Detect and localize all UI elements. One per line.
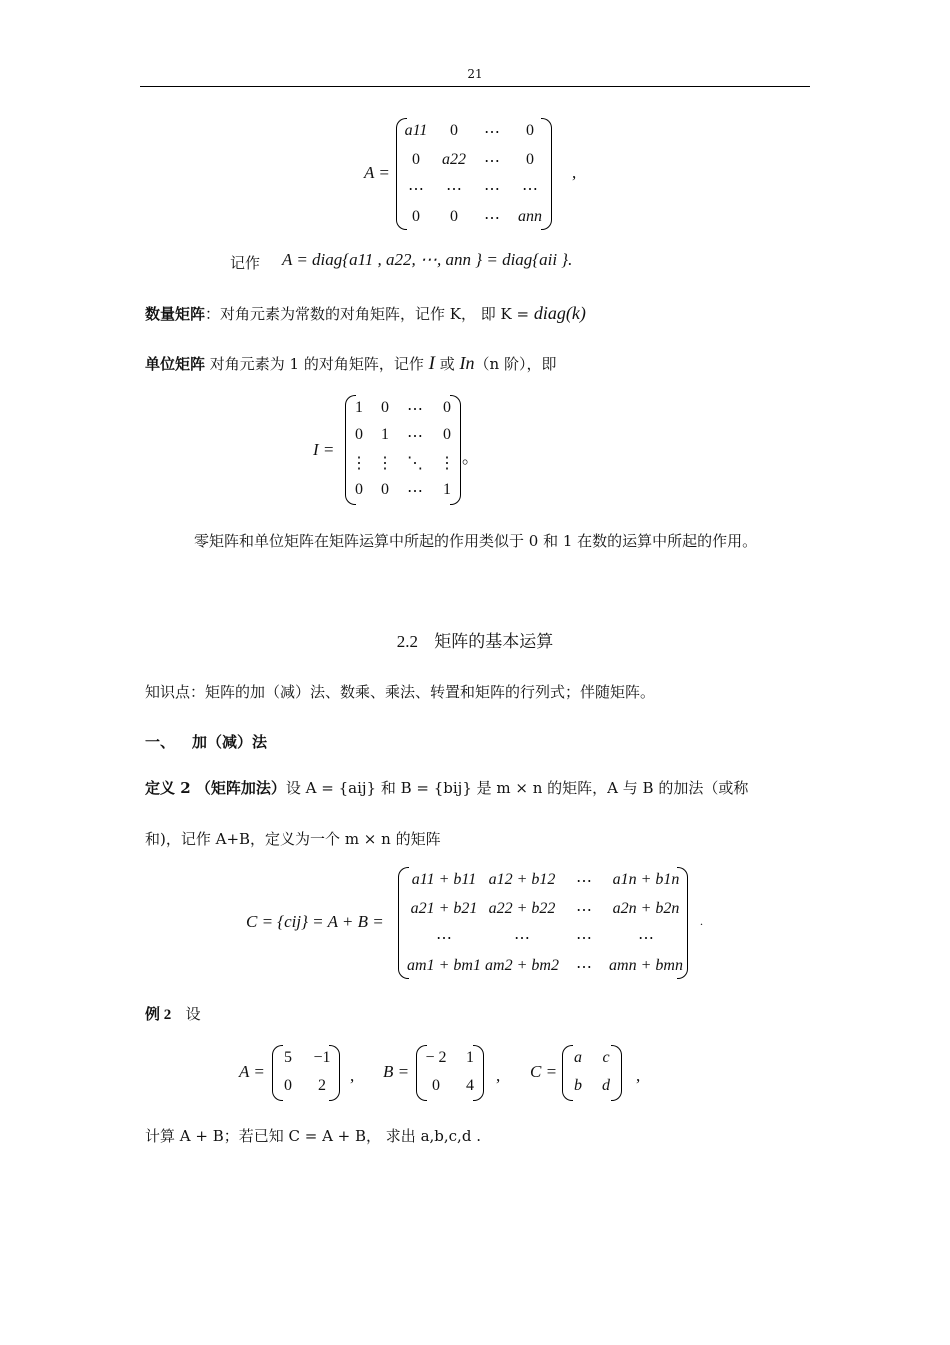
scalar-matrix-formula: diag(k): [533, 303, 586, 323]
matrix-cell: a2n + b2n: [612, 900, 680, 917]
matrix-cell: 0: [526, 122, 534, 139]
identity-symbol-n: In: [459, 353, 475, 373]
definition-text-1: 设 A = {aij} 和 B = {bij} 是 m × n 的矩阵，A 与 B 的加法（或称: [285, 779, 749, 797]
matrix-cell: a22 + b22: [488, 900, 556, 917]
matrix-cell: am2 + bm2: [485, 957, 559, 974]
matrix-cell: 5: [284, 1049, 292, 1066]
matrix-c-label: C =: [530, 1062, 558, 1081]
matrix-cell: amn + bmn: [609, 957, 683, 974]
example-line: [145, 1003, 201, 1024]
matrix-c: [562, 1045, 622, 1101]
identity-matrix-label: I =: [313, 440, 335, 459]
matrix-cell: − 2: [425, 1049, 447, 1066]
matrix-c-trailing: ,: [636, 1066, 641, 1085]
header-rule: [140, 86, 810, 87]
matrix-cell: 0: [526, 151, 534, 168]
matrix-cell: ⋯: [484, 124, 500, 141]
example-question: 计算 A + B；若已知 C = A + B， 求出 a,b,c,d .: [145, 1127, 481, 1145]
matrix-cell: ⋯: [522, 181, 538, 198]
matrix-cell: a11 + b11: [411, 871, 477, 888]
identity-or: 或: [434, 355, 460, 373]
matrix-cell: ⋮: [351, 455, 367, 472]
matrix-cell: ⋯: [514, 930, 530, 947]
matrix-cell: ⋯: [576, 902, 592, 919]
matrix-cell: a11: [404, 122, 428, 139]
scalar-matrix-line: [145, 303, 586, 324]
matrix-cell: ⋯: [407, 401, 423, 418]
matrix-cell: a21 + b21: [410, 900, 478, 917]
matrix-cell: am1 + bm1: [407, 957, 481, 974]
matrix-cell: 0: [284, 1077, 292, 1094]
example-text: 设: [185, 1005, 201, 1023]
matrix-cell: ⋯: [446, 181, 462, 198]
identity-matrix-trailing: 。: [462, 448, 479, 467]
matrix-cell: 1: [443, 481, 451, 498]
matrix-cell: 2: [318, 1077, 326, 1094]
matrix-cell: ⋯: [407, 428, 423, 445]
section-name: 矩阵的基本运算: [434, 632, 554, 652]
notation-prefix: 记作: [230, 254, 261, 272]
identity-tail: （n 阶），即: [474, 355, 557, 373]
matrix-cell: 0: [450, 208, 458, 225]
subsection-title: 加（减）法: [192, 733, 268, 751]
matrix-cell: 0: [450, 122, 458, 139]
matrix-b-trailing: ,: [496, 1066, 501, 1085]
page-number: 21: [467, 67, 483, 81]
matrix-cell: 4: [466, 1077, 474, 1094]
notation-formula: A = diag{a11 , a22, ⋯, ann } = diag{aii }.: [282, 250, 573, 269]
matrix-cell: ⋯: [576, 959, 592, 976]
sum-matrix: [398, 867, 688, 979]
example-label: 例 2: [145, 1007, 172, 1023]
sum-matrix-trailing: .: [700, 914, 703, 928]
matrix-cell: ⋱: [407, 455, 423, 472]
matrix-cell: 0: [412, 208, 420, 225]
scalar-matrix-term: 数量矩阵: [145, 305, 206, 323]
matrix-cell: ⋯: [576, 873, 592, 890]
matrix-cell: ⋯: [407, 483, 423, 500]
matrix-b: [416, 1045, 484, 1101]
subsection-number: 一、: [145, 733, 176, 751]
definition-line-2: 和)，记作 A+B，定义为一个 m × n 的矩阵: [145, 830, 441, 848]
matrix-cell: a12 + b12: [488, 871, 556, 888]
identity-symbol: I: [428, 353, 435, 374]
diag-matrix-label: A =: [364, 163, 390, 182]
matrix-cell: b: [574, 1077, 582, 1094]
diag-matrix-trailing: ,: [572, 163, 577, 182]
diag-matrix: [396, 118, 552, 230]
matrix-cell: 0: [381, 481, 389, 498]
matrix-cell: ⋮: [439, 455, 455, 472]
matrix-cell: c: [602, 1049, 610, 1066]
scalar-matrix-text: ：对角元素为常数的对角矩阵，记作 K， 即 K =: [205, 305, 534, 323]
matrix-cell: ⋯: [408, 181, 424, 198]
matrix-cell: 0: [443, 426, 451, 443]
matrix-cell: 0: [412, 151, 420, 168]
matrix-cell: 1: [381, 426, 389, 443]
matrix-cell: ⋯: [638, 930, 654, 947]
matrix-cell: ⋯: [484, 181, 500, 198]
matrix-b-label: B =: [383, 1062, 410, 1081]
matrix-cell: ⋯: [484, 153, 500, 170]
matrix-cell: 0: [355, 426, 363, 443]
matrix-cell: 0: [443, 399, 451, 416]
matrix-cell: ann: [518, 208, 542, 225]
identity-matrix-text: 对角元素为 1 的对角矩阵，记作: [205, 355, 429, 373]
zero-identity-note: 零矩阵和单位矩阵在矩阵运算中所起的作用类似于 0 和 1 在数的运算中所起的作用。: [194, 532, 758, 550]
matrix-a: [272, 1045, 340, 1101]
matrix-cell: 1: [355, 399, 363, 416]
definition-label: 定义 2 （矩阵加法）: [145, 779, 286, 797]
section-number: 2.2: [396, 632, 419, 651]
matrix-cell: a1n + b1n: [612, 871, 680, 888]
definition-line-1: [145, 777, 748, 798]
matrix-cell: ⋯: [576, 930, 592, 947]
matrix-cell: 0: [381, 399, 389, 416]
matrix-cell: a22: [442, 151, 466, 168]
matrix-cell: d: [602, 1077, 610, 1094]
matrix-cell: 0: [355, 481, 363, 498]
matrix-cell: 0: [432, 1077, 440, 1094]
sum-matrix-label: C = {cij} = A + B =: [246, 912, 384, 931]
identity-matrix-line: [145, 353, 556, 375]
matrix-cell: ⋮: [377, 455, 393, 472]
matrix-a-label: A =: [239, 1062, 265, 1081]
section-title: [0, 627, 950, 652]
knowledge-points: 知识点：矩阵的加（减）法、数乘、乘法、转置和矩阵的行列式；伴随矩阵。: [145, 683, 656, 701]
identity-matrix-term: 单位矩阵: [145, 355, 206, 373]
matrix-cell: ⋯: [484, 210, 500, 227]
matrix-a-trailing: ,: [350, 1066, 355, 1085]
matrix-cell: −1: [313, 1049, 331, 1066]
identity-matrix: [345, 395, 461, 505]
matrix-cell: ⋯: [436, 930, 452, 947]
matrix-cell: a: [574, 1049, 582, 1066]
matrix-cell: 1: [466, 1049, 474, 1066]
